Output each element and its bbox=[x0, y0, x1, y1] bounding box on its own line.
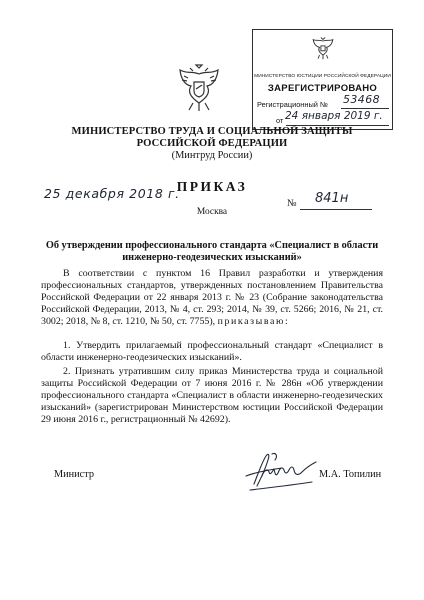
order-date: 25 декабря 2018 г. bbox=[44, 186, 180, 201]
divider bbox=[341, 108, 389, 109]
ministry-short-name: (Минтруд России) bbox=[171, 150, 253, 161]
stamp-registered-label: ЗАРЕГИСТРИРОВАНО bbox=[267, 83, 378, 94]
eagle-emblem-icon bbox=[309, 34, 337, 62]
paragraph-item-2: 2. Признать утратившим силу приказ Министерства труда и социальной защиты Российской Федерации от 7 июня 2016 г. № 286н «Об утверждении профессионального стандарта «Специалист в области инженерно-геодезических изысканий» (зарегистрирован Министерством юстиции Российской Федерации 29 июня 2016 г., регистрационный № 42692). bbox=[41, 366, 383, 426]
stamp-reg-number: 53468 bbox=[343, 93, 380, 106]
order-number: 841н bbox=[315, 191, 349, 206]
stamp-reg-date: 24 января 2019 г. bbox=[285, 110, 383, 122]
coat-of-arms-icon bbox=[176, 62, 222, 114]
signatory-name: М.А. Топилин bbox=[319, 469, 382, 480]
signatory-position: Министр bbox=[54, 469, 95, 480]
order-title: ПРИКАЗ bbox=[176, 179, 248, 194]
paragraph-preamble bbox=[41, 268, 383, 328]
handwritten-signature bbox=[232, 446, 324, 502]
order-city: Москва bbox=[196, 207, 228, 217]
paragraph-item-1: 1. Утвердить прилагаемый профессиональный стандарт «Специалист в области инженерно-геодезических изысканий». bbox=[41, 340, 383, 364]
preamble-text: В соответствии с пунктом 16 Правил разработки и утверждения профессиональных стандартов, утвержденных постановлением Правительства Российской Федерации от 22 января 2013 г. № 23 (Собрание законодательства Российской Федерации, 2013, № 4, ст. 293; 2014, № 39, ст. 5266; 2016, № 21, ст. 3002; 2018, № 8, ст. 1210, № 50, ст. 7755), bbox=[41, 268, 383, 328]
order-keyword: приказываю: bbox=[217, 316, 290, 328]
stamp-from-label: от bbox=[276, 116, 284, 125]
registration-stamp bbox=[252, 29, 393, 130]
divider bbox=[300, 209, 372, 210]
order-number-label: № bbox=[287, 198, 297, 209]
stamp-reg-number-label: Регистрационный № bbox=[257, 100, 328, 109]
stamp-ministry-label: МИНИСТЕРСТВО ЮСТИЦИИ РОССИЙСКОЙ ФЕДЕРАЦИИ bbox=[254, 74, 391, 79]
document-title: Об утверждении профессионального стандарта «Специалист в области инженерно-геодезических изысканий» bbox=[45, 240, 379, 264]
ministry-title: МИНИСТЕРСТВО ТРУДА И СОЦИАЛЬНОЙ ЗАЩИТЫ РОССИЙСКОЙ ФЕДЕРАЦИИ bbox=[71, 126, 353, 149]
